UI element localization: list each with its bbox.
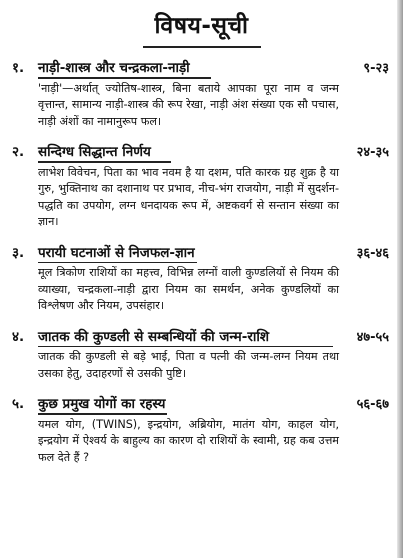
chapter-title-underline: [38, 161, 171, 163]
chapter-title-underline: [38, 262, 197, 264]
chapter-title-underline: [38, 346, 333, 348]
chapter-title-underline: [38, 413, 167, 415]
page-edge-shadow: [397, 0, 403, 558]
chapter-3: [12, 243, 389, 315]
chapter-summary: जातक की कुण्डली से बड़े भाई, पिता व पत्नी की जन्म-लग्न नियम तथा उसका हेतु, उदाहरणों से उसकी पुष्टि।: [38, 350, 339, 380]
chapter-number: ३.: [12, 244, 25, 261]
chapter-title: परायी घटनाओं से निजफल-ज्ञान: [38, 244, 195, 261]
chapter-summary: 'नाड़ी'—अर्थात् ज्योतिष-शास्त्र, बिना बताये आपका पूरा नाम व जन्म वृत्तान्त, सामान्य नाड़ी-शास्त्र की रूप रेखा, नाड़ी अंश संख्या एक सौ पचास, नाड़ी अंशों का नामानुरूप फल।: [38, 81, 339, 128]
chapter-4: [12, 327, 389, 383]
chapter-heading: [12, 58, 389, 76]
chapter-title-underline: [38, 77, 211, 79]
chapter-number: २.: [12, 144, 25, 160]
chapter-2: [12, 142, 389, 231]
chapter-pages: ३६-४६: [356, 245, 389, 261]
chapter-pages: ९-२३: [363, 61, 389, 76]
chapter-summary: मूल त्रिकोण राशियों का महत्त्व, विभिन्न लग्नों वाली कुण्डलियों से नियम की व्याख्या, चन्द्रकला-नाड़ी द्वारा नियम का समर्थन, अनेक कुण्डलियों का विश्लेषण और नियम, उपसंहार।: [38, 266, 339, 312]
chapter-summary: लाभेश विवेचन, पिता का भाव नवम है या दशम, पति कारक ग्रह शुक्र है या गुरु, भुक्तिनाथ का दशानाथ पर प्रभाव, नीच-भंग राजयोग, नाड़ी में सुदर्शन-पद्धति का उपयोग, लग्न धनदायक रूप में, अष्टकवर्ग से सन्तान संख्या का ज्ञान।: [38, 165, 339, 228]
chapter-5: [12, 394, 389, 466]
chapter-pages: ४७-५५: [356, 329, 389, 345]
chapter-title: कुछ प्रमुख योगों का रहस्य: [38, 396, 166, 412]
chapter-number: १.: [12, 60, 25, 76]
chapter-number: ५.: [12, 396, 25, 412]
chapter-title: जातक की कुण्डली से सम्बन्धियों की जन्म-राशि: [38, 328, 270, 345]
chapter-pages: ५६-६७: [356, 397, 389, 412]
chapter-title: सन्दिग्ध सिद्धान्त निर्णय: [38, 144, 151, 160]
chapter-heading: [12, 243, 389, 261]
title-underline: [143, 46, 261, 48]
chapter-1: [12, 58, 389, 130]
chapter-heading: [12, 327, 389, 345]
chapter-heading: [12, 394, 389, 412]
chapter-title: नाड़ी-शास्त्र और चन्द्रकला-नाड़ी: [38, 60, 190, 76]
chapter-summary: यमल योग, (TWINS), इन्द्रयोग, अब्रियोग, मातंग योग, काहल योग, इन्द्रयोग में ऐश्वर्य के बाहुल्य का कारण दो राशियों के स्वामी, ग्रह कब उत्तम फल देते हैं ?: [38, 417, 339, 464]
chapter-number: ४.: [12, 328, 25, 345]
page-title: विषय-सूची: [154, 13, 249, 39]
chapter-heading: [12, 142, 389, 160]
chapter-pages: २४-३५: [356, 145, 389, 160]
